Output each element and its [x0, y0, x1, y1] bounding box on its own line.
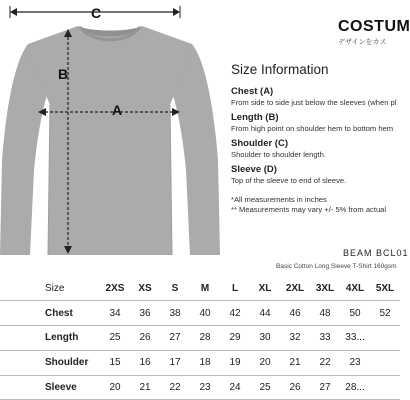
row-label: Shoulder: [45, 357, 89, 369]
table-cell: 23: [349, 357, 361, 369]
product-code: BEAM BCL01: [343, 248, 409, 258]
size-column-header: XS: [138, 282, 152, 294]
table-cell: 15: [109, 357, 121, 369]
table-cell: 22: [169, 382, 181, 394]
table-cell: 32: [289, 332, 301, 344]
shirt-diagram: [0, 0, 220, 255]
table-cell: 24: [229, 382, 241, 394]
size-information-title: Size Information: [231, 62, 329, 77]
table-cell: 34: [109, 307, 121, 319]
table-cell: 20: [259, 357, 271, 369]
info-shoulder: [231, 138, 400, 159]
table-cell: 50: [349, 307, 361, 319]
info-heading: Chest (A): [231, 86, 274, 97]
table-cell: 25: [109, 332, 121, 344]
brand-subtitle: デザインをカス: [338, 39, 387, 46]
size-column-header: 2XS: [105, 282, 125, 294]
table-cell: 28...: [345, 382, 365, 394]
table-cell: 40: [199, 307, 211, 319]
table-cell: 42: [229, 307, 241, 319]
measurement-notes: [231, 195, 400, 215]
table-cell: [370, 326, 400, 351]
size-column-header: 3XL: [315, 282, 335, 294]
info-length: [231, 112, 400, 133]
label-a: A: [112, 102, 123, 118]
info-description: Shoulder to shoulder length.: [231, 150, 326, 159]
table-cell: 33...: [345, 332, 365, 344]
table-cell: 20: [109, 382, 121, 394]
table-cell: 44: [259, 307, 271, 319]
info-heading: Length (B): [231, 112, 279, 123]
table-cell: 28: [199, 332, 211, 344]
table-cell: 29: [229, 332, 241, 344]
table-cell: 52: [379, 307, 391, 319]
shirt-body: [28, 26, 192, 255]
table-cell: 18: [199, 357, 211, 369]
size-column-header: 4XL: [345, 282, 365, 294]
table-cell: 19: [229, 357, 241, 369]
info-description: From side to side just below the sleeves (when pl: [231, 98, 397, 107]
table-cell: 22: [319, 357, 331, 369]
note-variance: ** Measurements may vary +/- 5% from actual: [231, 205, 387, 214]
table-row-sleeve: [0, 375, 400, 400]
table-row-chest: [0, 301, 400, 326]
table-cell: 46: [289, 307, 301, 319]
table-cell: 17: [169, 357, 181, 369]
long-sleeve-shirt-illustration: [0, 0, 220, 255]
info-heading: Sleeve (D): [231, 164, 277, 175]
table-row-length: [0, 326, 400, 351]
table-cell: 16: [139, 357, 151, 369]
table-cell: 38: [169, 307, 181, 319]
table-cell: 21: [139, 382, 151, 394]
table-header-row: [0, 276, 400, 301]
size-chart-table: [0, 276, 400, 400]
table-row-shoulder: [0, 350, 400, 375]
table-cell: 26: [139, 332, 151, 344]
product-description: Basic Cotton Long Sleeve T-Shirt 160gsm: [276, 263, 397, 270]
row-label: Sleeve: [45, 382, 77, 394]
size-header-label: Size: [45, 282, 65, 294]
info-description: Top of the sleeve to end of sleeve.: [231, 176, 347, 185]
table-cell: 27: [319, 382, 331, 394]
brand-name: COSTUM: [338, 18, 410, 35]
size-column-header: S: [171, 282, 179, 294]
note-units: *All measurements in inches: [231, 195, 327, 204]
table-cell: 30: [259, 332, 271, 344]
table-cell: 33: [319, 332, 331, 344]
info-description: From high point on shoulder hem to bottom hem: [231, 124, 394, 133]
row-label: Length: [45, 332, 79, 344]
info-chest: [231, 86, 400, 107]
table-cell: [370, 350, 400, 375]
size-information: [231, 62, 400, 215]
table-cell: 21: [289, 357, 301, 369]
info-heading: Shoulder (C): [231, 138, 288, 149]
size-column-header: L: [231, 282, 239, 294]
size-column-header: 2XL: [285, 282, 305, 294]
info-sleeve: [231, 164, 400, 185]
brand-logo: [338, 18, 410, 47]
table-cell: 23: [199, 382, 211, 394]
label-c: C: [91, 5, 102, 21]
table-cell: 48: [319, 307, 331, 319]
table-cell: 36: [139, 307, 151, 319]
table-cell: 25: [259, 382, 271, 394]
table-cell: 27: [169, 332, 181, 344]
label-b: B: [58, 66, 69, 82]
size-column-header: M: [200, 282, 210, 294]
table-cell: 26: [289, 382, 301, 394]
size-column-header: 5XL: [375, 282, 395, 294]
size-column-header: XL: [258, 282, 272, 294]
table-cell: [370, 375, 400, 400]
row-label: Chest: [45, 307, 73, 319]
